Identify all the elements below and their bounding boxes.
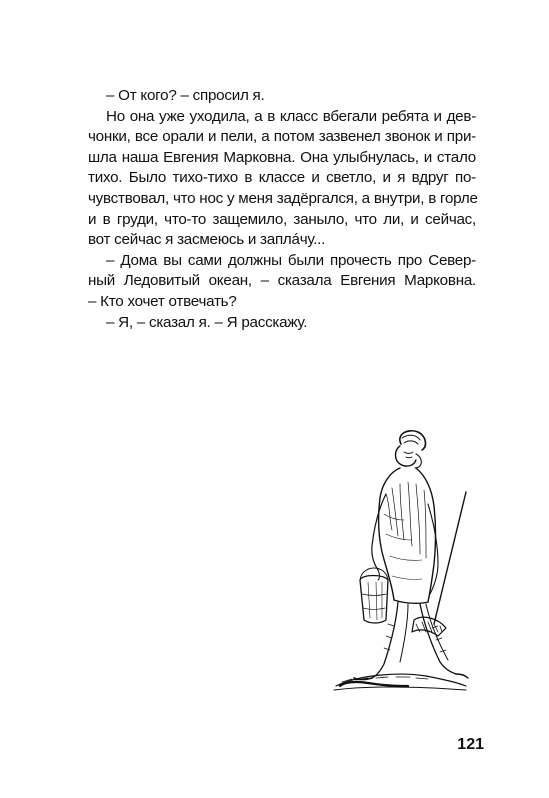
text-line: чонки, все орали и пели, а потом зазвенел звонок и при- bbox=[88, 128, 476, 146]
page-number: 121 bbox=[457, 736, 484, 753]
text-line: тихо. Было тихо-тихо в классе и светло, и я вдруг по- bbox=[88, 169, 476, 187]
text-line: ный Ледовитый океан, – сказала Евгения Марковна. bbox=[88, 272, 476, 290]
text-line: – Дома вы сами должны были прочесть про Север- bbox=[106, 251, 476, 269]
text-line: и в груди, что-то защемило, заныло, что ли, и сейчас, bbox=[88, 210, 476, 228]
text-line: шла наша Евгения Марковна. Она улыбнулась, и стало bbox=[88, 148, 476, 166]
text-line: чувствовал, что нос у меня задёргался, а внутри, в горле bbox=[88, 189, 478, 207]
text-line: – Кто хочет отвечать? bbox=[88, 292, 237, 310]
text-line: – От кого? – спросил я. bbox=[106, 87, 265, 104]
woman-with-bucket-and-broom-sketch-icon bbox=[316, 424, 476, 710]
text-line: вот сейчас я засмеюсь и заплáчу... bbox=[88, 231, 326, 249]
text-block bbox=[88, 86, 476, 333]
text-line: Но она уже уходила, а в класс вбегали ребята и дев- bbox=[106, 107, 476, 125]
text-line: – Я, – сказал я. – Я расскажу. bbox=[106, 313, 308, 331]
